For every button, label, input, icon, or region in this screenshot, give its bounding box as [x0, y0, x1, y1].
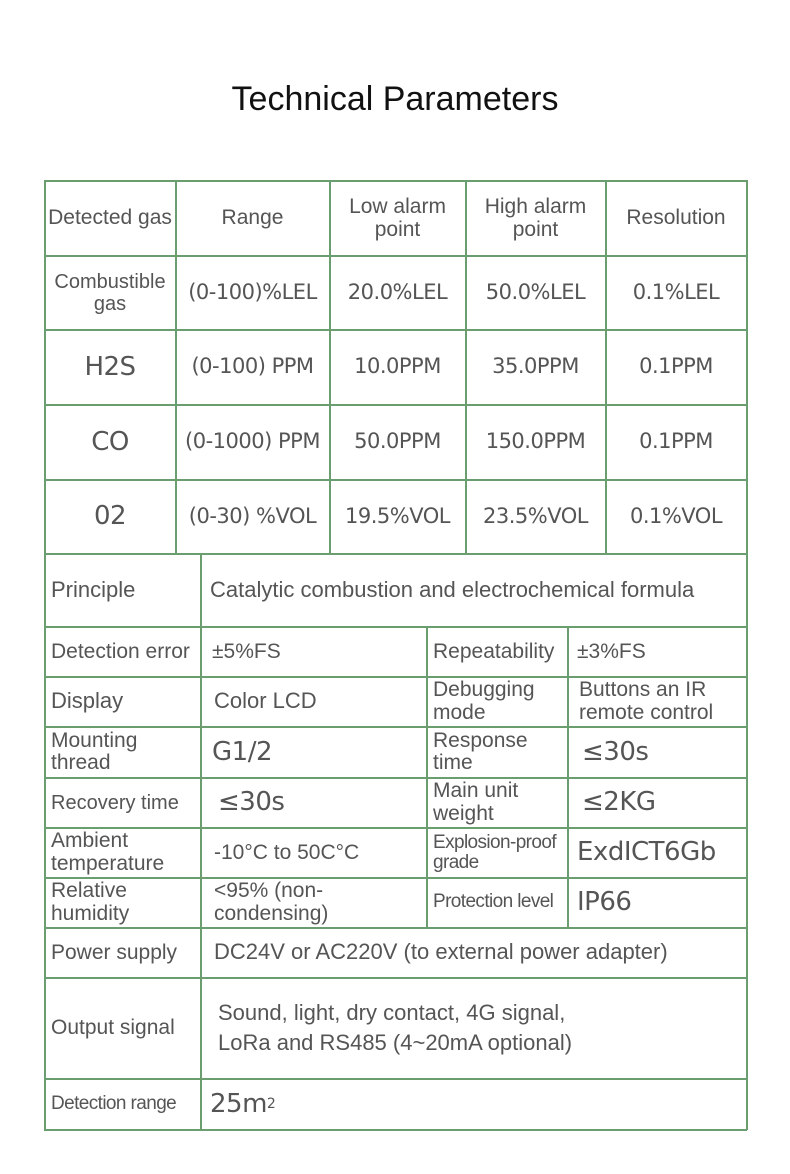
- repeatability-label: Repeatability: [433, 639, 555, 663]
- response-time-value: ≤30s: [582, 736, 649, 767]
- main-unit-weight-label: Main unit weight: [433, 779, 519, 825]
- gas-low-alarm: 20.0%LEL: [347, 279, 448, 304]
- output-signal-line: Sound, light, dry contact, 4G signal,: [218, 1000, 566, 1026]
- gas-high-alarm: 50.0%LEL: [485, 279, 586, 304]
- header-range: Range: [221, 206, 284, 230]
- header-low-alarm: Low alarm point: [349, 194, 446, 241]
- detection-range-number: 25m: [210, 1088, 267, 1119]
- header-resolution: Resolution: [626, 206, 726, 230]
- recovery-time-label: Recovery time: [51, 791, 179, 814]
- gas-name: CO: [91, 426, 129, 457]
- table-border: [44, 1129, 747, 1131]
- header-high-alarm: High alarm point: [484, 194, 587, 241]
- gas-low-alarm: 19.5%VOL: [345, 503, 450, 528]
- debugging-mode-label: Debugging mode: [433, 678, 535, 724]
- gas-resolution: 0.1%LEL: [632, 279, 720, 304]
- relative-humidity-value: <95% (non-condensing): [214, 879, 329, 925]
- table-border: [746, 180, 748, 1130]
- gas-low-alarm: 50.0PPM: [354, 429, 441, 454]
- column-divider: [567, 626, 569, 928]
- detection-range-value: 25m 2: [210, 1088, 276, 1119]
- ambient-temperature-label: Ambient temperature: [51, 829, 165, 875]
- explosion-proof-grade-value: ExdICT6Gb: [577, 837, 716, 868]
- gas-high-alarm: 23.5%VOL: [483, 503, 588, 528]
- protection-level-label: Protection level: [433, 891, 554, 913]
- response-time-label: Response time: [433, 728, 528, 774]
- protection-level-value: IP66: [577, 887, 632, 918]
- debugging-mode-value: Buttons an IR remote control: [579, 678, 714, 724]
- gas-range: (0-1000) PPM: [185, 429, 320, 454]
- gas-range: (0-100)%LEL: [188, 279, 317, 304]
- header-detected-gas: Detected gas: [48, 206, 172, 230]
- output-signal-line: LoRa and RS485 (4~20mA optional): [218, 1030, 573, 1055]
- gas-resolution: 0.1%VOL: [629, 503, 723, 528]
- relative-humidity-label: Relative humidity: [51, 879, 130, 925]
- gas-high-alarm: 35.0PPM: [492, 354, 579, 379]
- power-supply-label: Power supply: [51, 940, 178, 964]
- output-signal-value: [212, 978, 746, 1078]
- gas-name: H2S: [84, 351, 136, 382]
- gas-resolution: 0.1PPM: [639, 354, 713, 379]
- gas-high-alarm: 150.0PPM: [485, 429, 586, 454]
- gas-range: (0-100) PPM: [191, 354, 314, 379]
- display-label: Display: [51, 688, 124, 714]
- power-supply-value: DC24V or AC220V (to external power adapter): [214, 939, 668, 965]
- main-unit-weight-value: ≤2KG: [582, 787, 656, 818]
- recovery-time-value: ≤30s: [218, 787, 285, 818]
- page-title: Technical Parameters: [231, 80, 559, 118]
- repeatability-value: ±3%FS: [577, 639, 646, 663]
- gas-name: Combustible gas: [54, 270, 166, 315]
- detection-error-label: Detection error: [51, 639, 190, 663]
- column-divider: [200, 553, 202, 1130]
- principle-value: Catalytic combustion and electrochemical formula: [210, 576, 695, 602]
- mounting-thread-label: Mounting thread: [51, 728, 138, 774]
- principle-label: Principle: [51, 576, 136, 602]
- output-signal-label: Output signal: [51, 1016, 175, 1040]
- display-value: Color LCD: [214, 688, 317, 714]
- gas-resolution: 0.1PPM: [639, 429, 713, 454]
- gas-range: (0-30) %VOL: [188, 503, 317, 528]
- gas-name: 02: [93, 501, 127, 532]
- detection-error-value: ±5%FS: [212, 639, 281, 663]
- ambient-temperature-value: -10°C to 50C°C: [214, 840, 360, 864]
- mounting-thread-value: G1/2: [212, 736, 272, 767]
- detection-range-label: Detection range: [51, 1092, 177, 1114]
- gas-low-alarm: 10.0PPM: [354, 354, 441, 379]
- explosion-proof-grade-label: Explosion-proof grade: [433, 831, 557, 873]
